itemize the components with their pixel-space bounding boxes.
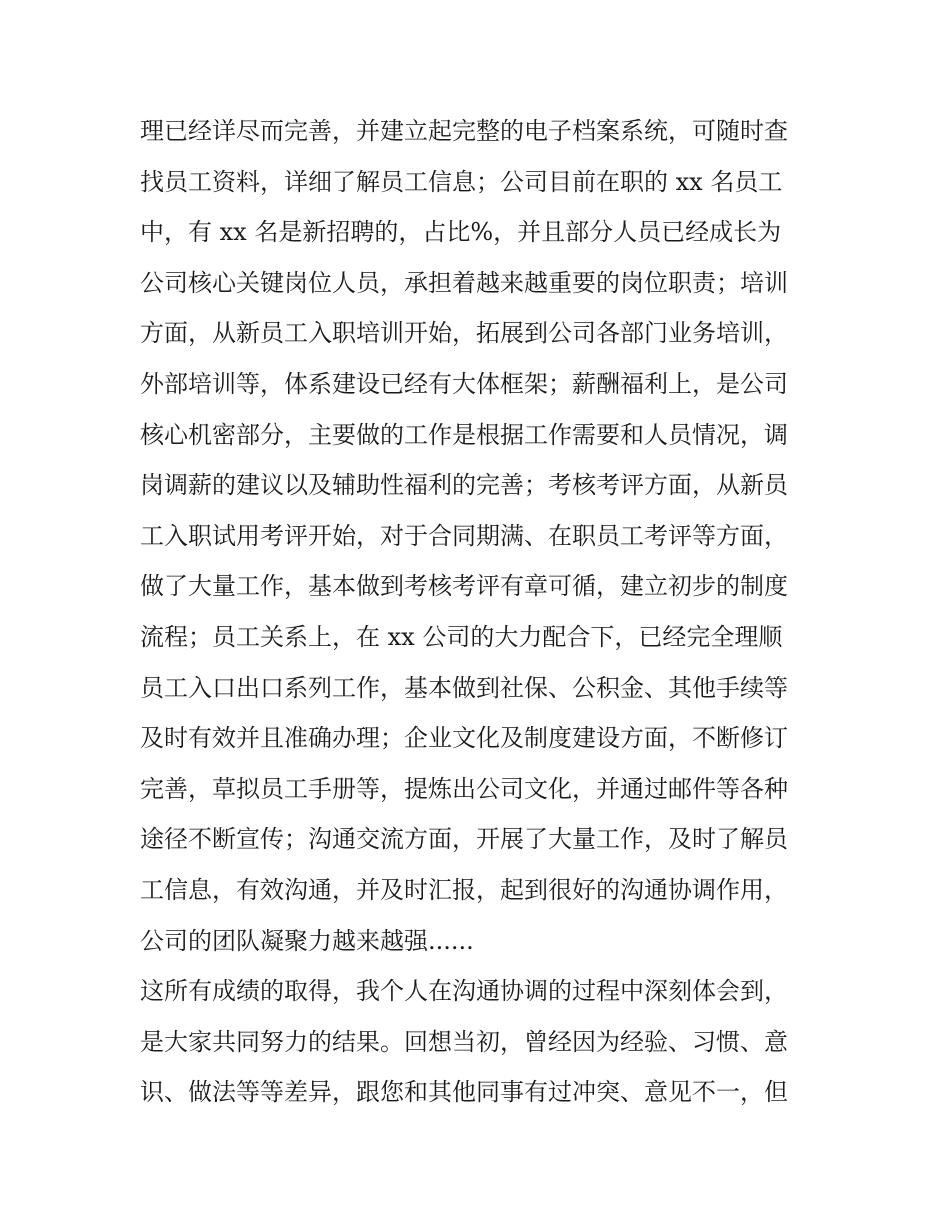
text-line: 工信息，有效沟通，并及时汇报，起到很好的沟通协调作用， [140, 875, 788, 904]
text-line: 公司核心关键岗位人员，承担着越来越重要的岗位职责；培训 [140, 268, 788, 297]
text-line: 核心机密部分，主要做的工作是根据工作需要和人员情况，调 [140, 420, 788, 449]
text-line: 工入职试用考评开始，对于合同期满、在职员工考评等方面， [140, 521, 788, 550]
text-line: 完善，草拟员工手册等，提炼出公司文化，并通过邮件等各种 [140, 774, 788, 803]
text-line: 这所有成绩的取得，我个人在沟通协调的过程中深刻体会到， [140, 977, 788, 1006]
text-line: 流程；员工关系上，在 xx 公司的大力配合下，已经完全理顺 [140, 622, 783, 651]
text-line: 外部培训等，体系建设已经有大体框架；薪酬福利上，是公司 [140, 369, 788, 398]
text-line: 员工入口出口系列工作，基本做到社保、公积金、其他手续等 [140, 673, 788, 702]
text-line: 理已经详尽而完善，并建立起完整的电子档案系统，可随时查 [140, 117, 788, 145]
text-line: 做了大量工作，基本做到考核考评有章可循，建立初步的制度 [140, 572, 788, 601]
text-line: 是大家共同努力的结果。回想当初，曾经因为经验、习惯、意 [140, 1027, 788, 1056]
text-line: 方面，从新员工入职培训开始，拓展到公司各部门业务培训， [140, 319, 788, 348]
text-line: 公司的团队凝聚力越来越强...... [140, 926, 474, 955]
text-line: 找员工资料，详细了解员工信息；公司目前在职的 xx 名员工 [140, 167, 783, 196]
text-line: 识、做法等等差异，跟您和其他同事有过冲突、意见不一，但 [140, 1078, 788, 1107]
text-line: 岗调薪的建议以及辅助性福利的完善；考核考评方面，从新员 [140, 471, 788, 500]
text-line: 中，有 xx 名是新招聘的，占比%，并且部分人员已经成长为 [140, 218, 782, 247]
text-line: 及时有效并且准确办理；企业文化及制度建设方面，不断修订 [140, 724, 788, 753]
document-body [140, 106, 820, 1118]
text-line: 途径不断宣传；沟通交流方面，开展了大量工作，及时了解员 [140, 825, 788, 854]
